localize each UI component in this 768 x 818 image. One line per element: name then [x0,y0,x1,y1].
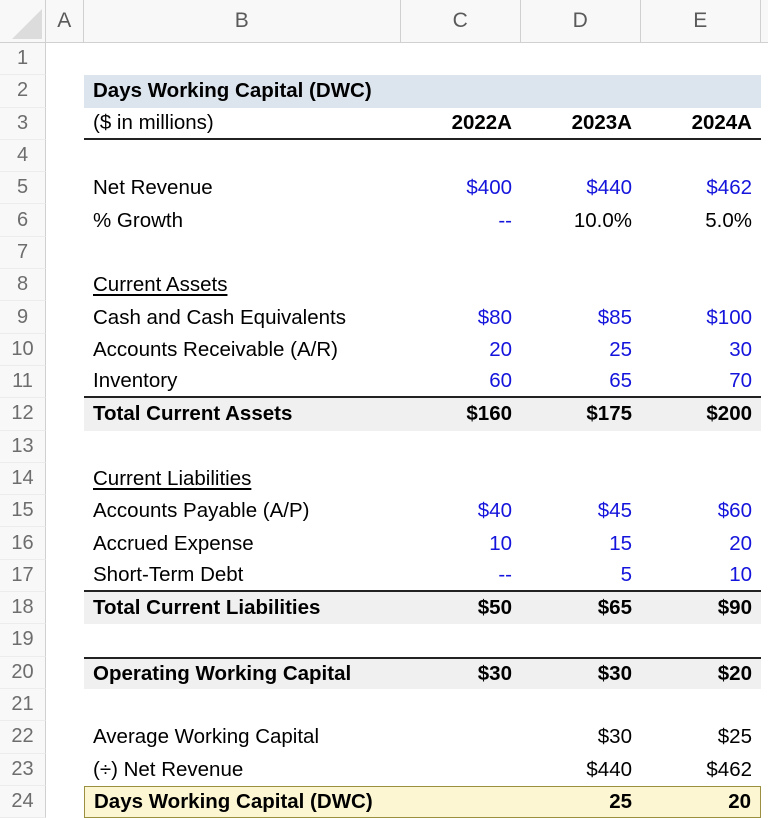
cell-d21[interactable] [521,689,641,721]
cell-c12-total[interactable]: $160 [401,398,521,430]
cell-b24-result-label[interactable]: Days Working Capital (DWC) [84,786,401,818]
cell-c15-value[interactable]: $40 [477,499,512,523]
cell-a18[interactable] [46,592,84,624]
row-header-3[interactable]: 3 [0,108,46,140]
cell-a24[interactable] [46,786,84,818]
table-row [0,108,768,140]
cell-e3-period[interactable]: 2024A [641,108,761,140]
column-header-b[interactable]: B [84,0,401,42]
cell-d5-value[interactable]: $440 [586,176,632,200]
cell-a22[interactable] [46,721,84,753]
cell-c14[interactable] [401,463,521,495]
table-row [0,43,768,75]
cell-a10[interactable] [46,334,84,366]
cell-c7[interactable] [401,237,521,269]
cell-e1[interactable] [641,43,761,75]
row-header-1[interactable]: 1 [0,43,46,75]
row-header-11[interactable]: 11 [0,366,46,398]
cell-f20[interactable] [761,657,768,689]
table-row [0,334,768,366]
cell-b7[interactable] [84,237,401,269]
cell-b11-label[interactable]: Inventory [84,366,401,398]
cell-c13[interactable] [401,431,521,463]
cell-d9-value[interactable]: $85 [597,305,632,329]
cell-a20[interactable] [46,657,84,689]
column-header-d[interactable]: D [521,0,641,42]
row-header-15[interactable]: 15 [0,495,46,527]
cell-e18-total[interactable]: $90 [641,592,761,624]
table-row [0,657,768,689]
cell-f24[interactable] [761,786,768,818]
table-row [0,301,768,333]
cell-b10-label[interactable]: Accounts Receivable (A/R) [93,337,338,361]
cell-f17[interactable] [761,560,768,592]
table-row [0,495,768,527]
table-row [0,592,768,624]
cell-c20-subtotal[interactable]: $30 [401,657,521,689]
row-header-18[interactable]: 18 [0,592,46,624]
cell-e21[interactable] [641,689,761,721]
table-row [0,431,768,463]
cell-b16-label[interactable]: Accrued Expense [93,531,254,555]
cell-a2[interactable] [46,75,84,107]
cell-f23[interactable] [761,754,768,786]
cell-b13[interactable] [84,431,401,463]
cell-b20-subtotal-label[interactable]: Operating Working Capital [84,657,401,689]
table-row [0,269,768,301]
select-all-triangle-icon [12,9,42,39]
cell-a4[interactable] [46,140,84,172]
row-header-24[interactable]: 24 [0,786,46,818]
cell-d11-value[interactable]: 65 [521,366,641,398]
cell-e14[interactable] [641,463,761,495]
table-row [0,786,768,818]
cell-b12-total-label[interactable]: Total Current Assets [84,398,401,430]
cell-b15-label[interactable]: Accounts Payable (A/P) [93,499,310,523]
cell-d1[interactable] [521,43,641,75]
cell-b5-label[interactable]: Net Revenue [93,176,213,200]
cell-e11-value[interactable]: 70 [641,366,761,398]
cell-f16[interactable] [761,527,768,559]
cell-c10-value[interactable]: 20 [489,337,512,361]
cell-a21[interactable] [46,689,84,721]
cell-d13[interactable] [521,431,641,463]
cell-b21[interactable] [84,689,401,721]
row-header-9[interactable]: 9 [0,301,46,333]
cell-b9-label[interactable]: Cash and Cash Equivalents [93,305,346,329]
row-header-13[interactable]: 13 [0,431,46,463]
table-row [0,560,768,592]
cell-d15-value[interactable]: $45 [597,499,632,523]
cell-d23-value[interactable]: $440 [586,757,632,781]
cell-d19[interactable] [521,624,641,656]
cell-f5[interactable] [761,172,768,204]
cell-a8[interactable] [46,269,84,301]
cell-b6-label[interactable]: % Growth [93,208,183,232]
cell-c11-value[interactable]: 60 [401,366,521,398]
cell-c3-period[interactable]: 2022A [401,108,521,140]
cell-f1[interactable] [761,43,768,75]
cell-f4[interactable] [761,140,768,172]
row-header-7[interactable]: 7 [0,237,46,269]
cell-f7[interactable] [761,237,768,269]
row-header-16[interactable]: 16 [0,527,46,559]
cell-d24-result[interactable]: 25 [521,786,641,818]
cell-f10[interactable] [761,334,768,366]
row-header-4[interactable]: 4 [0,140,46,172]
cell-a6[interactable] [46,204,84,236]
cell-c18-total[interactable]: $50 [401,592,521,624]
cell-d6-value[interactable]: 10.0% [573,208,632,232]
cell-a11[interactable] [46,366,84,398]
cell-d14[interactable] [521,463,641,495]
cell-a23[interactable] [46,754,84,786]
cell-c2[interactable] [401,75,521,107]
cell-a15[interactable] [46,495,84,527]
table-row [0,75,768,107]
cell-c23-value[interactable] [401,754,521,786]
cell-f19[interactable] [761,624,768,656]
cell-d8[interactable] [521,269,641,301]
row-header-8[interactable]: 8 [0,269,46,301]
cell-f9[interactable] [761,301,768,333]
cell-d12-total[interactable]: $175 [521,398,641,430]
row-header-10[interactable]: 10 [0,334,46,366]
cell-e9-value[interactable]: $100 [706,305,752,329]
table-row [0,204,768,236]
cell-b4[interactable] [84,140,401,172]
column-header-row [0,0,768,43]
cell-b8-subheading[interactable] [84,269,401,301]
cell-e24-result[interactable]: 20 [641,786,761,818]
row-header-5[interactable]: 5 [0,172,46,204]
cell-b18-total-label[interactable]: Total Current Liabilities [84,592,401,624]
cell-a14[interactable] [46,463,84,495]
table-row [0,754,768,786]
cell-d20-subtotal[interactable]: $30 [521,657,641,689]
cell-d18-total[interactable]: $65 [521,592,641,624]
cell-a7[interactable] [46,237,84,269]
column-header-partial[interactable] [761,0,768,42]
cell-c4[interactable] [401,140,521,172]
cell-e16-value[interactable]: 20 [729,531,752,555]
row-header-14[interactable]: 14 [0,463,46,495]
cell-f12[interactable] [761,398,768,430]
cell-d16-value[interactable]: 15 [609,531,632,555]
cell-e23-value[interactable]: $462 [706,757,752,781]
cell-b3-units[interactable]: ($ in millions) [84,108,401,140]
cell-e15-value[interactable]: $60 [717,499,752,523]
cell-d4[interactable] [521,140,641,172]
cell-e12-total[interactable]: $200 [641,398,761,430]
cell-e7[interactable] [641,237,761,269]
cell-a19[interactable] [46,624,84,656]
cell-a17[interactable] [46,560,84,592]
cell-e10-value[interactable]: 30 [729,337,752,361]
cell-f2[interactable] [761,75,768,107]
cell-b23-label[interactable]: (÷) Net Revenue [93,757,244,781]
cell-e13[interactable] [641,431,761,463]
row-header-19[interactable]: 19 [0,624,46,656]
cell-d17-value[interactable]: 5 [521,560,641,592]
cell-f6[interactable] [761,204,768,236]
cell-b2-section-title[interactable]: Days Working Capital (DWC) [84,75,401,107]
cell-e4[interactable] [641,140,761,172]
table-row [0,624,768,656]
cell-b1[interactable] [84,43,401,75]
cell-c24-result[interactable] [401,786,521,818]
cell-a3[interactable] [46,108,84,140]
cell-a13[interactable] [46,431,84,463]
cell-f13[interactable] [761,431,768,463]
row-header-12[interactable]: 12 [0,398,46,430]
row-header-2[interactable]: 2 [0,75,46,107]
cell-f21[interactable] [761,689,768,721]
cell-b22-label[interactable]: Average Working Capital [93,725,320,749]
current-assets-heading: Current Assets [93,273,228,297]
cell-c6-value[interactable]: -- [498,208,512,232]
cell-e2[interactable] [641,75,761,107]
cell-a5[interactable] [46,172,84,204]
row-header-21[interactable]: 21 [0,689,46,721]
cell-d22-value[interactable]: $30 [597,725,632,749]
table-row [0,172,768,204]
cell-f14[interactable] [761,463,768,495]
table-row [0,689,768,721]
cell-a12[interactable] [46,398,84,430]
cell-b17-label[interactable]: Short-Term Debt [84,560,401,592]
cell-a16[interactable] [46,527,84,559]
cell-e20-subtotal[interactable]: $20 [641,657,761,689]
column-header-c[interactable]: C [401,0,521,42]
cell-c9-value[interactable]: $80 [477,305,512,329]
select-all-corner[interactable] [0,0,46,42]
cell-f8[interactable] [761,269,768,301]
row-header-23[interactable]: 23 [0,754,46,786]
row-header-22[interactable]: 22 [0,721,46,753]
current-liabilities-heading: Current Liabilities [93,467,252,490]
table-row [0,237,768,269]
cell-d3-period[interactable]: 2023A [521,108,641,140]
cell-f11[interactable] [761,366,768,398]
cell-b19[interactable] [84,624,401,656]
cell-f22[interactable] [761,721,768,753]
table-row [0,140,768,172]
cell-e22-value[interactable]: $25 [717,725,752,749]
row-header-17[interactable]: 17 [0,560,46,592]
cell-c5-value[interactable]: $400 [466,176,512,200]
table-row [0,366,768,398]
cell-e19[interactable] [641,624,761,656]
cell-e6-value[interactable]: 5.0% [705,208,752,232]
cell-f3[interactable] [761,108,768,140]
cell-f15[interactable] [761,495,768,527]
table-row [0,721,768,753]
cell-e5-value[interactable]: $462 [706,176,752,200]
cell-c1[interactable] [401,43,521,75]
row-header-20[interactable]: 20 [0,657,46,689]
row-header-6[interactable]: 6 [0,204,46,236]
table-row [0,527,768,559]
cell-e8[interactable] [641,269,761,301]
cell-c21[interactable] [401,689,521,721]
cell-b14-subheading[interactable] [84,463,401,495]
cell-a1[interactable] [46,43,84,75]
column-header-e[interactable]: E [641,0,761,42]
cell-e17-value[interactable]: 10 [641,560,761,592]
cell-c17-value[interactable]: -- [401,560,521,592]
cell-c8[interactable] [401,269,521,301]
table-row [0,463,768,495]
table-row [0,398,768,430]
cell-c19[interactable] [401,624,521,656]
cell-c22-value[interactable] [401,721,521,753]
cell-f18[interactable] [761,592,768,624]
column-header-a[interactable]: A [46,0,84,42]
cell-d10-value[interactable]: 25 [609,337,632,361]
cell-d7[interactable] [521,237,641,269]
cell-a9[interactable] [46,301,84,333]
cell-c16-value[interactable]: 10 [489,531,512,555]
cell-d2[interactable] [521,75,641,107]
